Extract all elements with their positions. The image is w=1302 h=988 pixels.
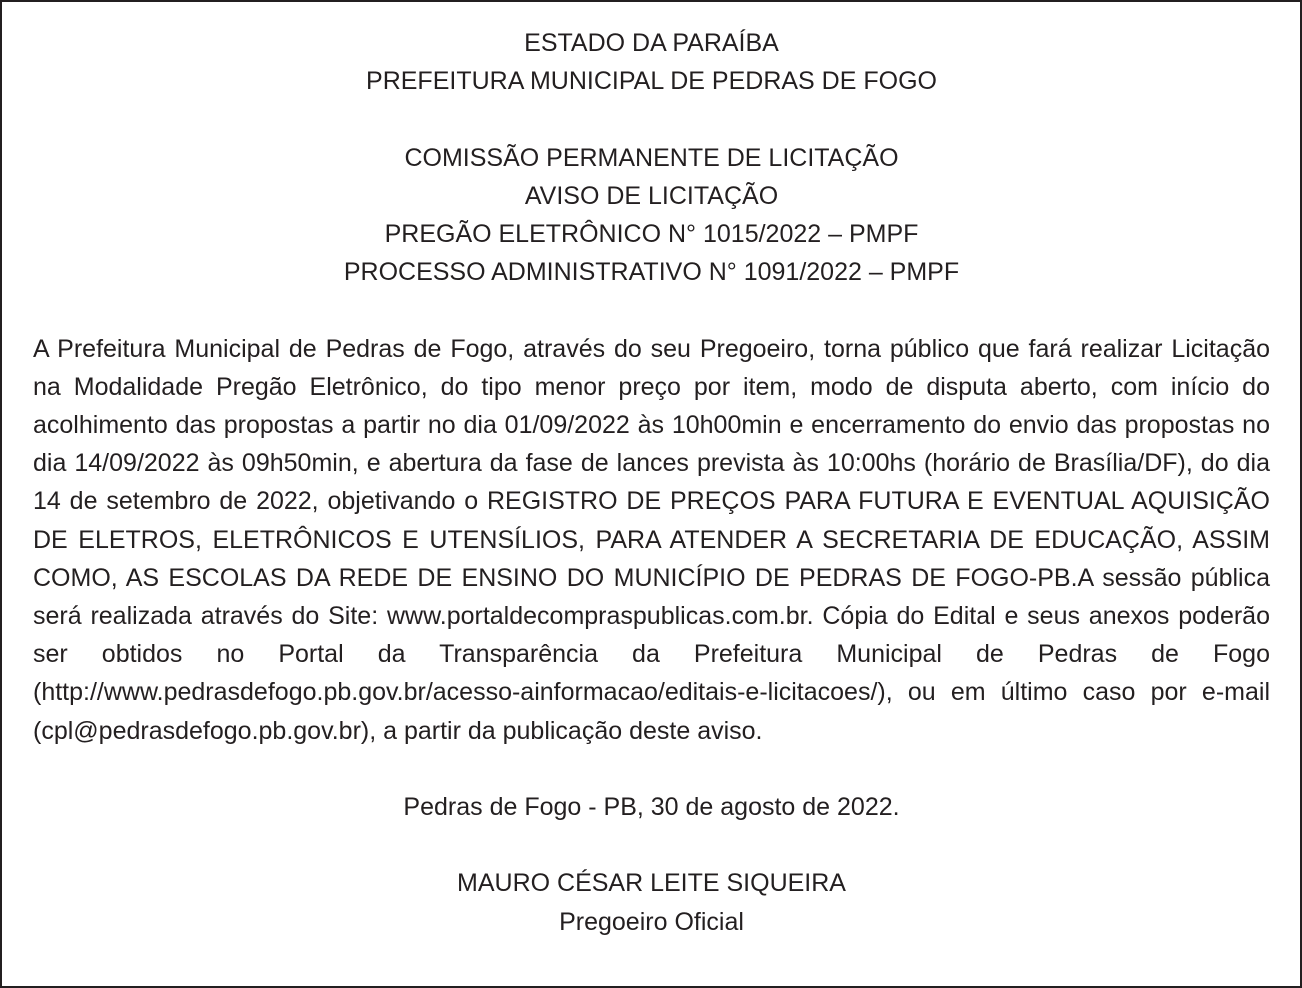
- municipality-heading: PREFEITURA MUNICIPAL DE PEDRAS DE FOGO: [366, 67, 937, 96]
- process-number: PROCESSO ADMINISTRATIVO N° 1091/2022 – PMPF: [343, 258, 960, 287]
- signatory-name: MAURO CÉSAR LEITE SIQUEIRA: [457, 869, 846, 898]
- state-heading: ESTADO DA PARAÍBA: [524, 29, 779, 57]
- spacer: [33, 750, 1270, 788]
- signatory-role: Pregoeiro Oficial: [559, 907, 744, 936]
- spacer: [33, 100, 1270, 138]
- commission-title: COMISSÃO PERMANENTE DE LICITAÇÃO: [404, 143, 899, 172]
- place-date: Pedras de Fogo - PB, 30 de agosto de 2022.: [403, 793, 900, 822]
- notice-title: AVISO DE LICITAÇÃO: [524, 181, 779, 210]
- spacer: [33, 826, 1270, 864]
- spacer: [33, 291, 1270, 329]
- notice-body-paragraph: A Prefeitura Municipal de Pedras de Fogo, através do seu Pregoeiro, torna público que fará realizar Licitação na Modalidade Pregão Eletrônico, do tipo menor preço por item, modo de disputa aberto, com início do acolhimento das propostas a partir no dia 01/09/2022 às 10h00min e encerramento do envio das propostas no dia 14/09/2022 às 09h50min, e abertura da fase de lances prevista às 10:00hs (horário de Brasília/DF), do dia 14 de setembro de 2022, objetivando o REGISTRO DE PREÇOS PARA FUTURA E EVENTUAL AQUISIÇÃO DE ELETROS, ELETRÔNICOS E UTENSÍLIOS, PARA ATENDER A SECRETARIA DE EDUCAÇÃO, ASSIM COMO, AS ESCOLAS DA REDE DE ENSINO DO MUNICÍPIO DE PEDRAS DE FOGO-PB.A sessão pública será realizada através do Site: www.portaldecompraspublicas.com.br. Cópia do Edital e seus anexos poderão ser obtidos no Portal da Transparência da Prefeitura Municipal de Pedras de Fogo (http://www.pedrasdefogo.pb.gov.br/acesso-ainformacao/editais-e-licitacoes/), ou em último caso por e-mail (cpl@pedrasdefogo.pb.gov.br), a partir da publicação deste aviso.: [33, 334, 1270, 745]
- auction-number: PREGÃO ELETRÔNICO N° 1015/2022 – PMPF: [384, 220, 919, 248]
